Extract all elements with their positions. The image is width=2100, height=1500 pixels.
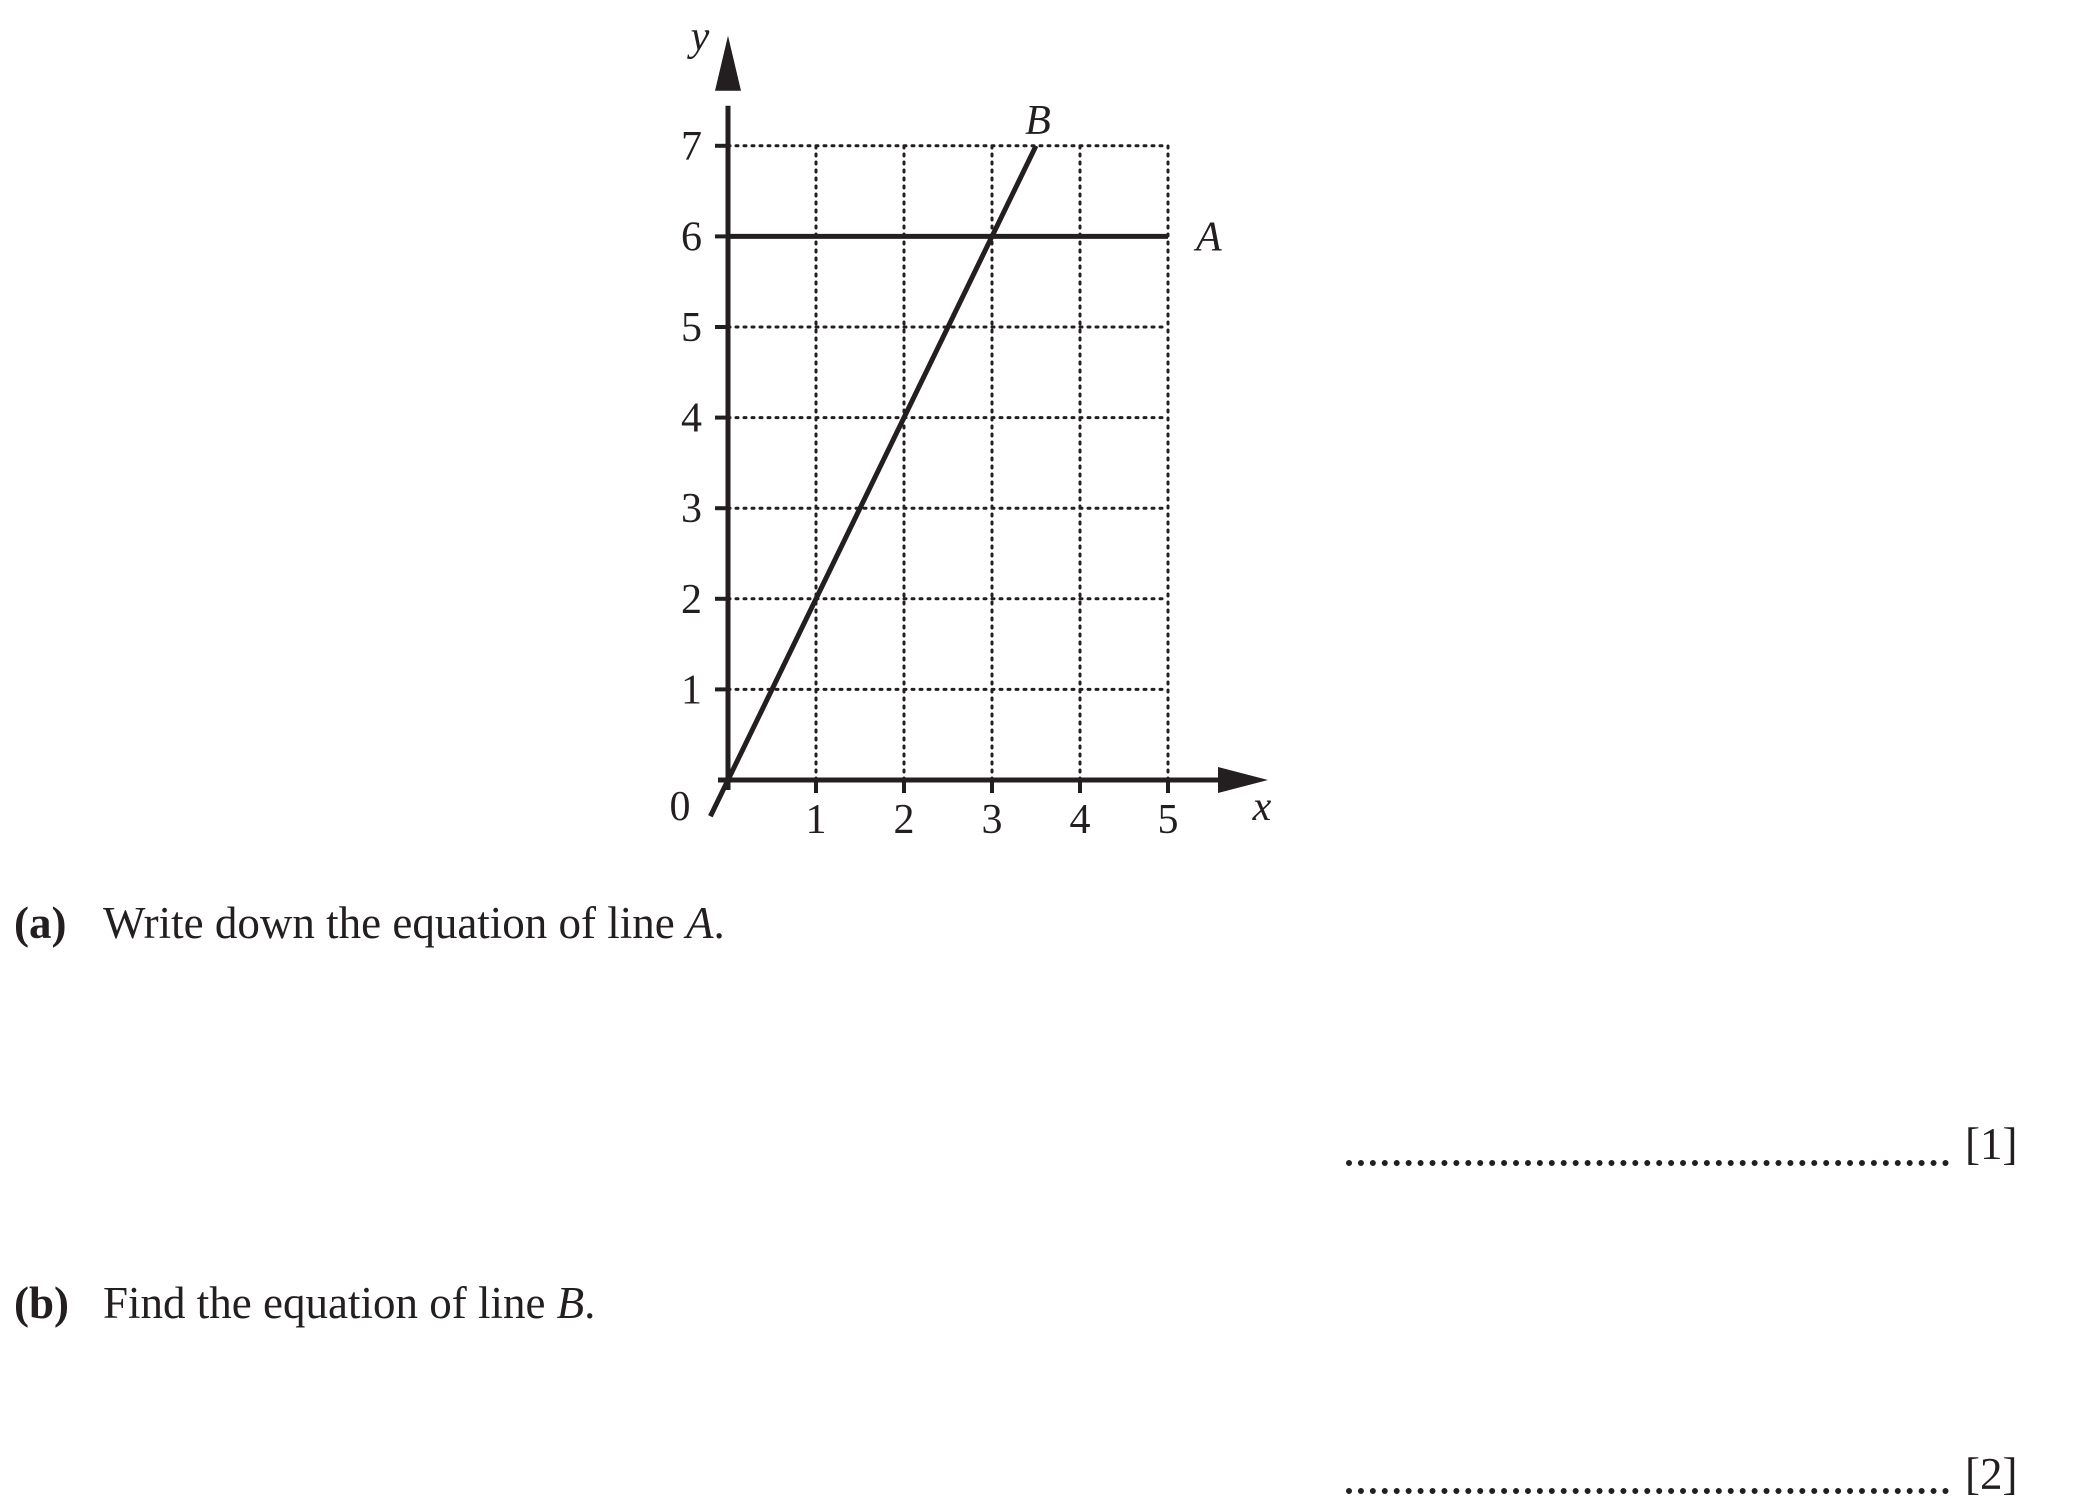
x-tick-label: 4 bbox=[1069, 797, 1091, 843]
x-axis-label: x bbox=[1252, 784, 1272, 830]
question-a-text-after: . bbox=[713, 898, 725, 948]
question-a-label: (a) bbox=[14, 898, 67, 948]
question-b-line-name: B bbox=[556, 1278, 585, 1328]
question-b-text-after: . bbox=[584, 1278, 596, 1328]
y-tick-label: 5 bbox=[681, 305, 702, 351]
y-axis-label: y bbox=[690, 13, 710, 60]
question-b-text-before: Find the equation of line bbox=[103, 1278, 557, 1328]
y-tick-label: 2 bbox=[681, 576, 702, 623]
line-b-label: B bbox=[1025, 97, 1051, 144]
y-tick-label: 3 bbox=[681, 486, 702, 533]
y-tick-label: 7 bbox=[681, 123, 702, 170]
answer-line-a[interactable] bbox=[1346, 1160, 1949, 1166]
question-a-text-before: Write down the equation of line bbox=[103, 898, 687, 948]
line-a-label: A bbox=[1196, 214, 1222, 261]
question-a-text bbox=[103, 897, 725, 949]
y-axis-arrowhead bbox=[715, 36, 741, 91]
question-a-marks: [1] bbox=[1965, 1119, 2018, 1169]
line-b bbox=[710, 146, 1036, 816]
x-tick-label: 3 bbox=[981, 797, 1003, 843]
question-b-text bbox=[103, 1277, 595, 1329]
x-tick-label: 1 bbox=[805, 797, 827, 843]
x-tick-label: 2 bbox=[893, 797, 915, 843]
question-b-label: (b) bbox=[14, 1278, 69, 1328]
y-tick-label: 4 bbox=[681, 395, 702, 442]
question-b-marks: [2] bbox=[1965, 1449, 2018, 1499]
y-tick-label: 6 bbox=[681, 214, 702, 261]
y-tick-label: 1 bbox=[681, 667, 702, 714]
x-tick-label: 5 bbox=[1157, 797, 1179, 843]
origin-label: 0 bbox=[669, 784, 691, 830]
question-a-line-name: A bbox=[686, 898, 714, 948]
answer-line-b[interactable] bbox=[1346, 1488, 1949, 1494]
